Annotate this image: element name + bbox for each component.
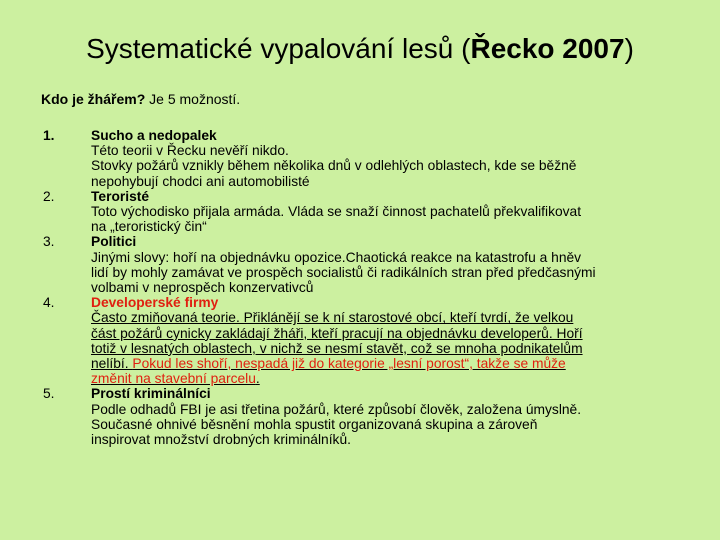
item-text-line: totiž v lesnatých oblastech, v nichž se nesmí stavět, což se mnoha podnikatelům: [91, 340, 583, 356]
options-list: [43, 128, 683, 447]
slide-title: [0, 31, 720, 67]
list-item-2: [43, 189, 683, 235]
intro-question: Kdo je žhářem?: [41, 91, 146, 107]
item-text-line-mixed: [91, 356, 683, 371]
item-text-line: Jinými slovy: hoří na objednávku opozice.Chaotická reakce na katastrofu a hněv: [91, 249, 582, 265]
title-bold: Řecko 2007: [470, 33, 625, 64]
item-text-line: Toto východisko přijala armáda. Vláda se snaží činnost pachatelů překvalifikovat: [91, 204, 582, 220]
item-text-line: Této teorii v Řecku nevěří nikdo.: [91, 143, 289, 159]
red-text: změnit na stavební parcelu: [91, 371, 256, 387]
item-title: Politici: [91, 234, 137, 250]
item-text-line: část požárů cynicky zakládají žháři, kteří pracují na objednávku developerů. Hoří: [91, 325, 583, 341]
item-text-line-red: [91, 371, 683, 386]
item-number: 3.: [43, 234, 55, 250]
list-item-5: [43, 386, 683, 447]
item-number: 1.: [43, 128, 55, 143]
item-title: Developerské firmy: [91, 295, 219, 311]
item-text-line: Často zmiňovaná teorie. Přiklánějí se k ní starostové obcí, kteří tvrdí, že velkou: [91, 310, 574, 326]
item-text-line: Podle odhadů FBI je asi třetina požárů, které způsobí člověk, založena úmyslně.: [91, 401, 582, 417]
item-text-line: inspirovat množství drobných kriminálníků.: [91, 432, 351, 448]
red-line-tail: .: [255, 371, 260, 387]
item-title: Teroristé: [91, 188, 150, 204]
intro-answer: Je 5 možností.: [145, 91, 241, 107]
mixed-black-text: nelíbí.: [91, 356, 133, 372]
item-title: Prostí kriminálníci: [91, 386, 211, 402]
item-number: 5.: [43, 386, 55, 402]
item-text-line: nepohybují chodci ani automobilisté: [91, 173, 310, 189]
item-number: 4.: [43, 295, 55, 311]
item-text-line: lidí by mohly zamávat ve prospěch socialistů či radikálních stran před předčasnými: [91, 264, 596, 280]
item-text-line: Stovky požárů vznikly během několika dnů v odlehlých oblastech, kde se běžně: [91, 158, 577, 174]
item-text-line: volbami v neprospěch konzervativců: [91, 280, 314, 296]
item-text-line: Současné ohnivé běsnění mohla spustit organizovaná skupina a zároveň: [91, 416, 538, 432]
title-main: Systematické vypalování lesů (: [86, 33, 471, 64]
list-item-3: [43, 234, 683, 295]
list-item-1: [43, 128, 683, 189]
item-text-line: na „teroristický čin“: [91, 219, 207, 235]
title-end: ): [624, 33, 634, 64]
mixed-red-text: Pokud les shoří, nespadá již do kategorie „lesní porost“, takže se může: [132, 356, 566, 372]
list-item-4: [43, 295, 683, 386]
item-number: 2.: [43, 188, 55, 204]
intro-line: [41, 91, 240, 108]
item-title: Sucho a nedopalek: [91, 128, 217, 143]
